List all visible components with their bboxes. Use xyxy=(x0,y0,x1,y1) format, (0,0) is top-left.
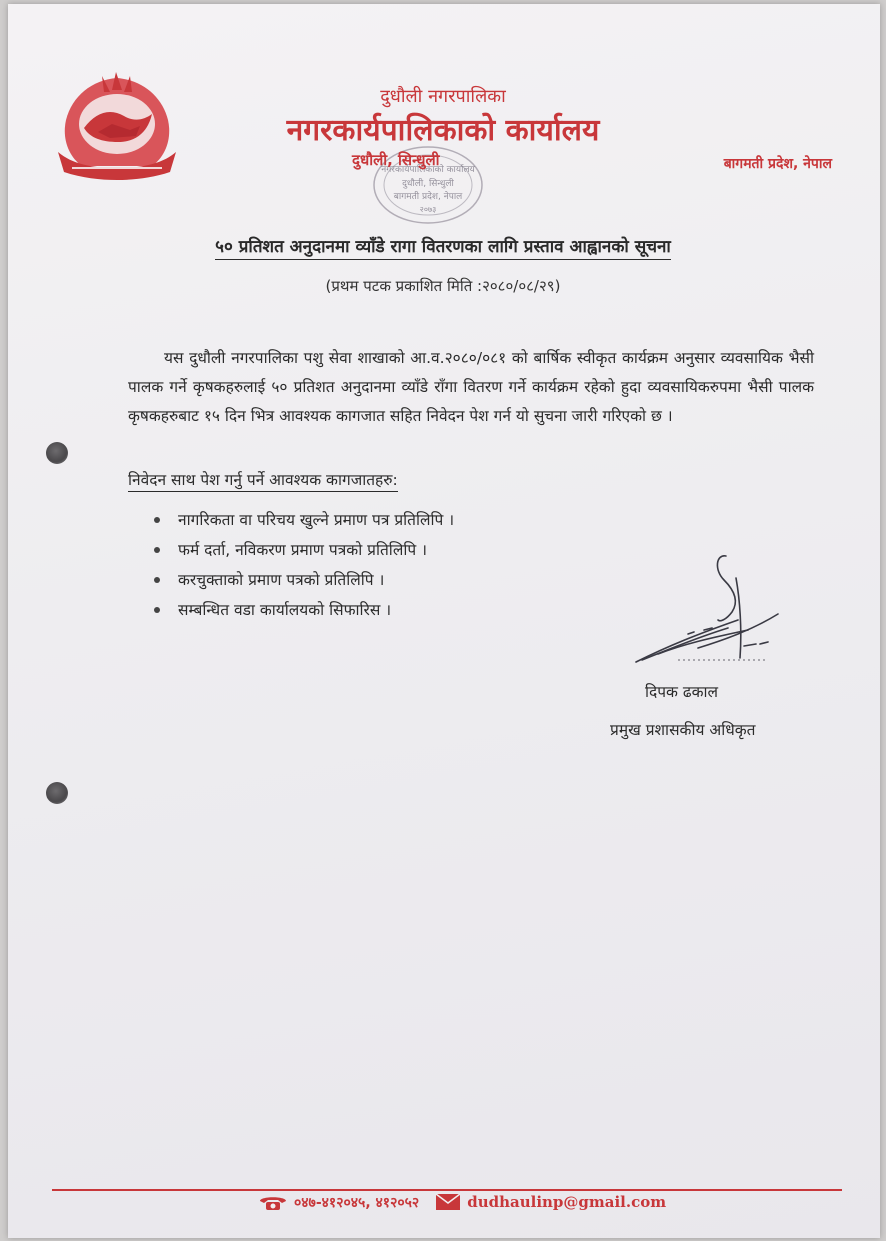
notice-subject xyxy=(0,234,886,257)
office-title: नगरकार्यपालिकाको कार्यालय xyxy=(286,113,600,148)
province-label: बागमती प्रदेश, नेपाल xyxy=(723,156,832,172)
seal-line-4: २०७३ xyxy=(419,205,437,214)
envelope-icon xyxy=(435,1193,461,1211)
handwritten-signature-icon xyxy=(628,550,788,680)
published-date: (प्रथम पटक प्रकाशित मिति :२०८०/०८/२९) xyxy=(325,277,561,295)
punch-hole xyxy=(46,782,68,804)
notice-body: यस दुधौली नगरपालिका पशु सेवा शाखाको आ.व.२०८०/०८१ को बार्षिक स्वीकृत कार्यक्रम अनुसार व्यवसायिक भैसी पालक गर्ने कृषकहरुलाई ५० प्रतिशत अनुदानमा व्याँडे राँगा वितरण गर्ने कार्यक्रम रहेको हुदा व्यवसायिकरुपमा भैसी पालक कृषकहरुबाट १५ दिन भित्र आवश्यक कागजात सहित निवेदन पेश गर्न यो सुचना जारी गरिएको छ । xyxy=(128,349,814,425)
requirement-item: सम्बन्धित वडा कार्यालयको सिफारिस । xyxy=(150,598,454,628)
seal-line-2: दुधौली, सिन्धुली xyxy=(402,179,454,189)
seal-line-1: नगरकार्यपालिकाको कार्यालय xyxy=(381,165,475,175)
municipality-address: दुधौली, सिन्धुली xyxy=(352,151,440,169)
footer-phone: ०४७-४१२०४५, ४१२०५२ xyxy=(294,1194,420,1211)
notice-subject-text: ५० प्रतिशत अनुदानमा व्याँडे रागा वितरणका लागि प्रस्ताव आह्वानको सूचना xyxy=(215,237,671,260)
telephone-icon xyxy=(258,1193,288,1211)
requirements-list xyxy=(150,508,454,628)
requirements-title: निवेदन साथ पेश गर्नु पर्ने आवश्यक कागजातहरु: xyxy=(128,468,398,492)
requirement-item: नागरिकता वा परिचय खुल्ने प्रमाण पत्र प्रतिलिपि । xyxy=(150,508,454,538)
punch-hole xyxy=(46,442,68,464)
municipality-name: दुधौली नगरपालिका xyxy=(380,86,506,107)
seal-line-3: बागमती प्रदेश, नेपाल xyxy=(393,192,463,202)
signer-title: प्रमुख प्रशासकीय अधिकृत xyxy=(610,721,756,739)
footer-email[interactable]: dudhaulinp@gmail.com xyxy=(467,1193,667,1211)
footer-contact xyxy=(258,1190,666,1214)
signer-name: दिपक ढकाल xyxy=(645,683,719,701)
requirement-item: करचुक्ताको प्रमाण पत्रको प्रतिलिपि । xyxy=(150,568,454,598)
requirement-item: फर्म दर्ता, नविकरण प्रमाण पत्रको प्रतिलिपि । xyxy=(150,538,454,568)
